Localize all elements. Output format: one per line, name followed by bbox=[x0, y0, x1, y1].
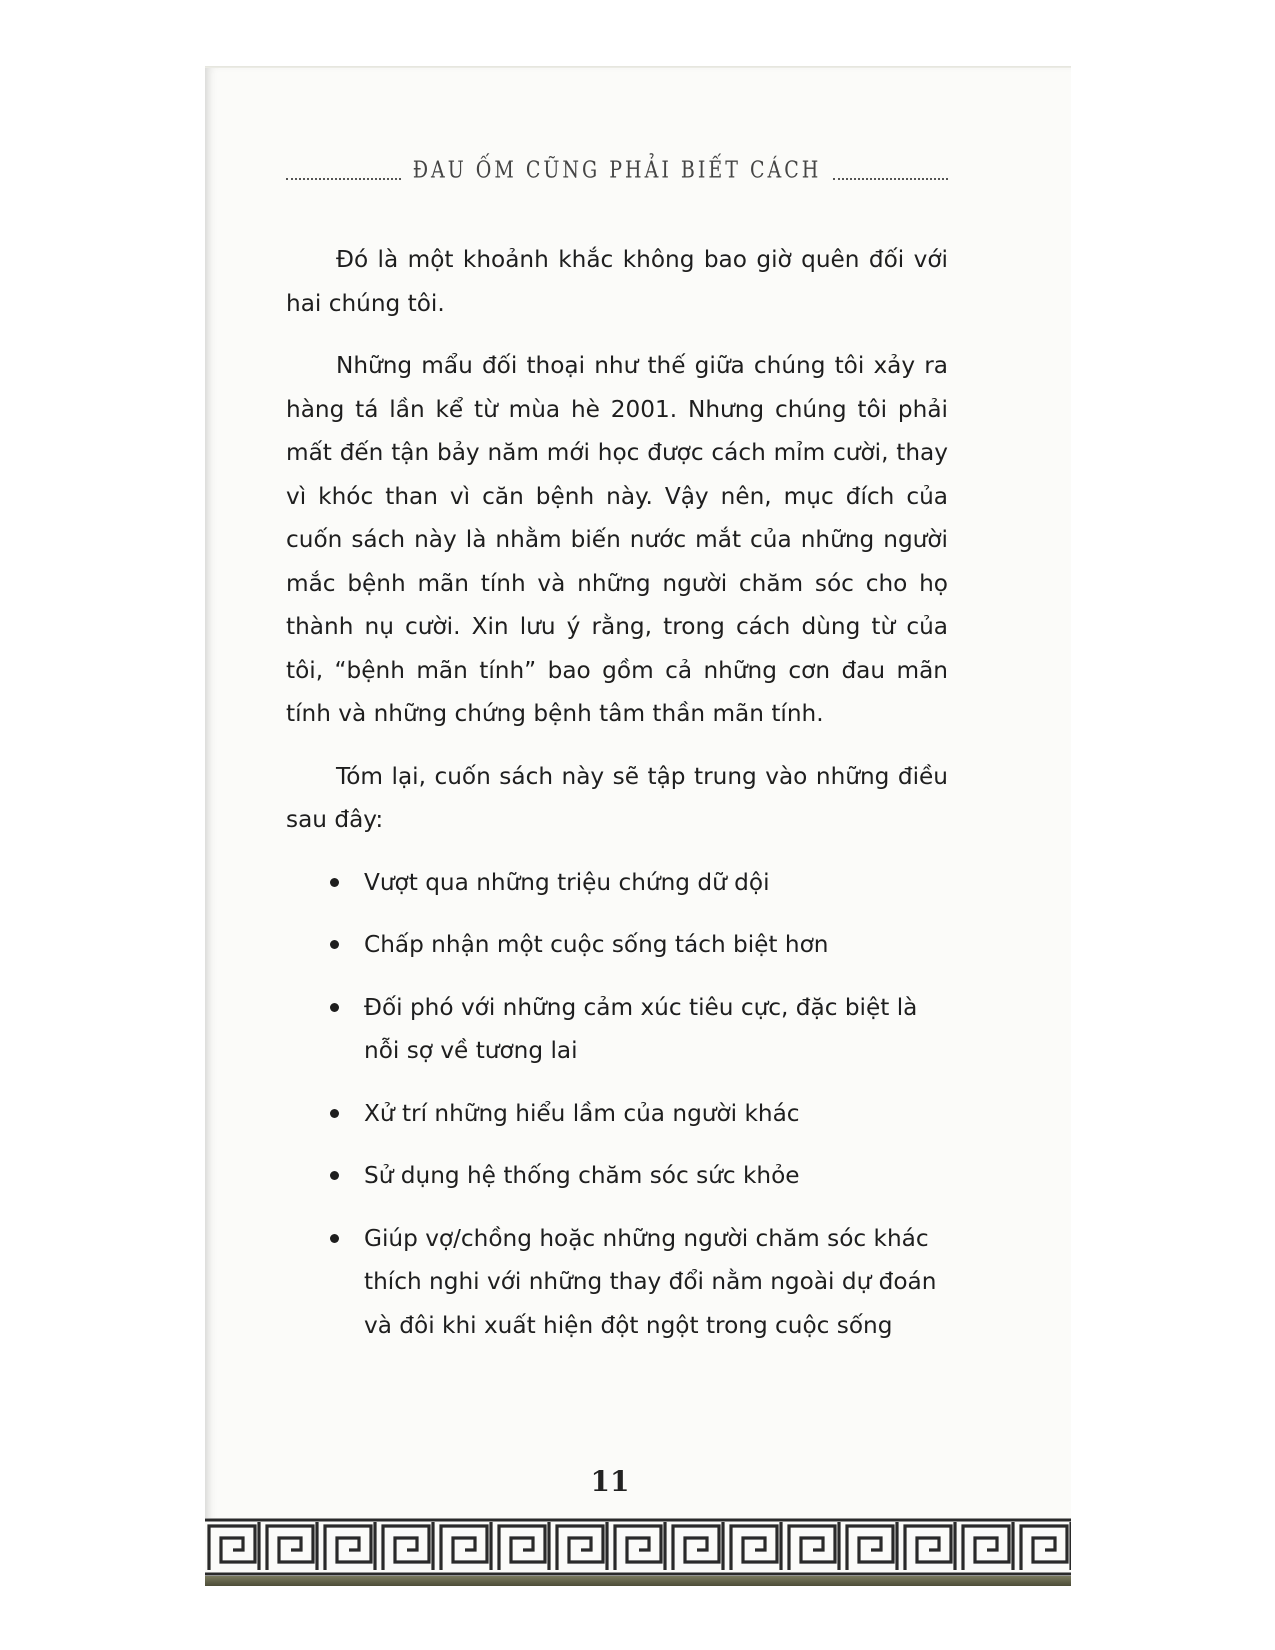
bullet-dot-icon bbox=[330, 1234, 339, 1243]
bullet-text: Sử dụng hệ thống chăm sóc sức khỏe bbox=[364, 1162, 800, 1189]
bullet-list bbox=[286, 861, 948, 1348]
bullet-item bbox=[286, 986, 948, 1073]
page-bottom-edge bbox=[205, 1576, 1071, 1586]
greek-key-border bbox=[205, 1518, 1071, 1576]
bullet-text: Xử trí những hiểu lầm của người khác bbox=[364, 1099, 800, 1127]
bullet-text: Vượt qua những triệu chứng dữ dội bbox=[364, 868, 770, 896]
paragraph-1: Đó là một khoảnh khắc không bao giờ quên đối với hai chúng tôi. bbox=[286, 246, 948, 317]
running-title: ĐAU ỐM CŨNG PHẢI BIẾT CÁCH bbox=[412, 156, 822, 184]
bullet-dot-icon bbox=[330, 1003, 339, 1012]
bullet-item bbox=[286, 861, 948, 905]
bullet-item bbox=[286, 923, 948, 967]
bullet-dot-icon bbox=[330, 1171, 339, 1180]
bullet-text: Đối phó với những cảm xúc tiêu cực, đặc biệt là nỗi sợ về tương lai bbox=[364, 993, 918, 1064]
leader-dots-right bbox=[833, 160, 948, 180]
body-text bbox=[286, 238, 948, 1366]
bullet-item bbox=[286, 1154, 948, 1198]
page-number: 11 bbox=[590, 1465, 630, 1498]
running-head bbox=[286, 150, 948, 190]
bullet-item bbox=[286, 1092, 948, 1136]
paragraph-2: Những mẩu đối thoại như thế giữa chúng tôi xảy ra hàng tá lần kể từ mùa hè 2001. Nhưng chúng tôi phải mất đến tận bảy năm mới học được cách mỉm cười, thay vì khóc than vì căn bệnh này. Vậy nên, mục đích của cuốn sách này là nhằm biến nước mắt của những người mắc bệnh mãn tính và những người chăm sóc cho họ thành nụ cười. Xin lưu ý rằng, trong cách dùng từ của tôi, “bệnh mãn tính” bao gồm cả những cơn đau mãn tính và những chứng bệnh tâm thần mãn tính. bbox=[286, 352, 948, 727]
bullet-item bbox=[286, 1217, 948, 1348]
bullet-text: Giúp vợ/chồng hoặc những người chăm sóc khác thích nghi với những thay đổi nằm ngoài dự đoán và đôi khi xuất hiện đột ngột trong cuộc sống bbox=[364, 1224, 937, 1339]
bullet-dot-icon bbox=[330, 940, 339, 949]
bullet-dot-icon bbox=[330, 878, 339, 887]
leader-dots-left bbox=[286, 160, 401, 180]
bullet-dot-icon bbox=[330, 1109, 339, 1118]
paragraph-3: Tóm lại, cuốn sách này sẽ tập trung vào những điều sau đây: bbox=[286, 762, 948, 833]
bullet-text: Chấp nhận một cuộc sống tách biệt hơn bbox=[364, 931, 829, 958]
